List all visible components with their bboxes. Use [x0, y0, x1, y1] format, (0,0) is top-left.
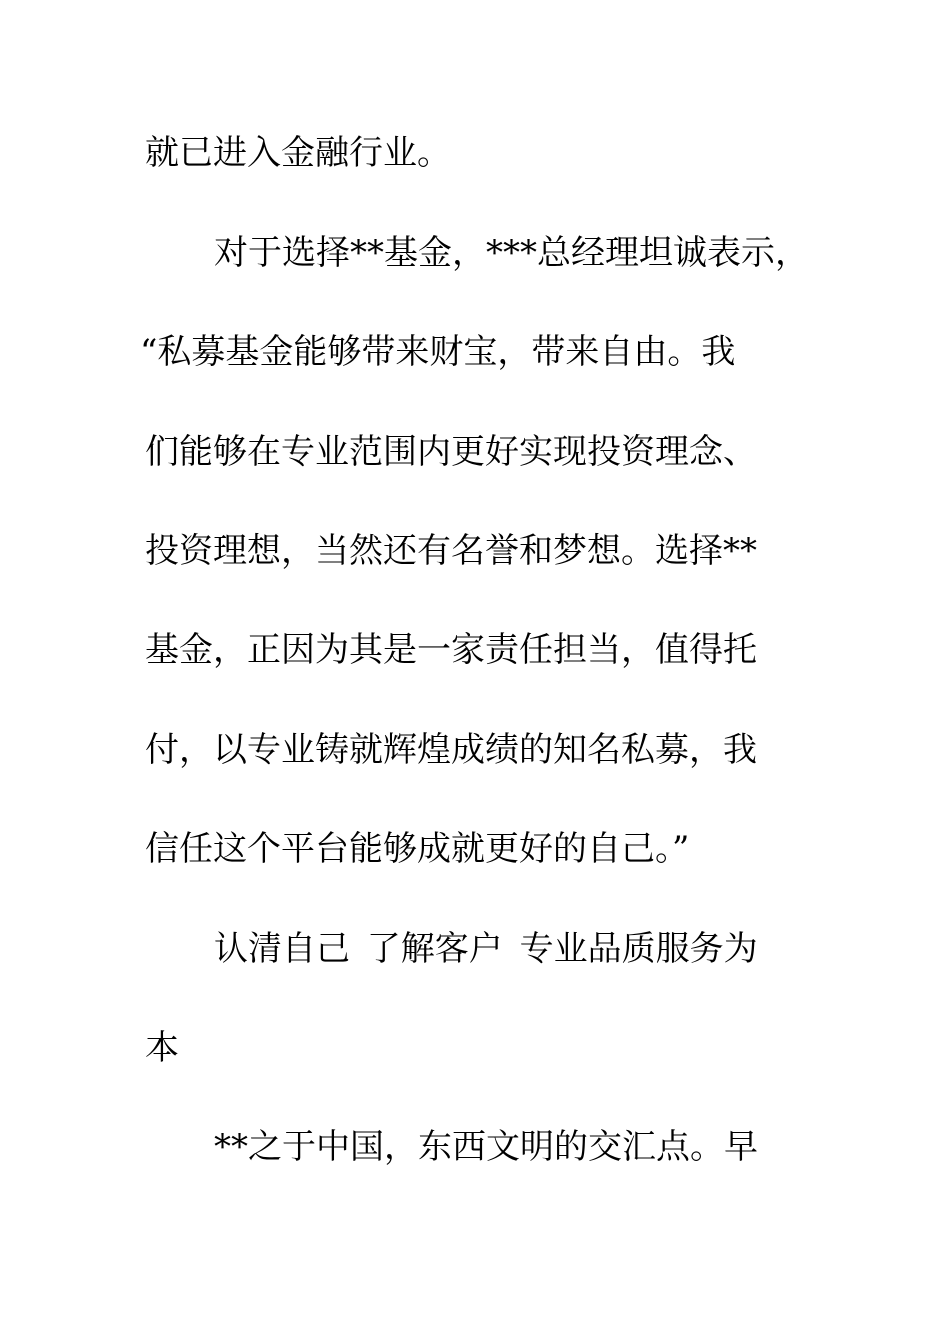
- paragraph-line: 投资理想，当然还有名誉和梦想。选择**: [145, 531, 757, 571]
- paragraph-line: “私募基金能够带来财宝，带来自由。我: [140, 332, 736, 372]
- paragraph-line: 付，以专业铸就辉煌成绩的知名私募，我: [145, 730, 757, 770]
- paragraph-line: **之于中国，东西文明的交汇点。早: [214, 1127, 758, 1167]
- paragraph-line: 基金，正因为其是一家责任担当，值得托: [145, 630, 757, 670]
- paragraph-line: 们能够在专业范围内更好实现投资理念、: [145, 432, 757, 472]
- section-heading-line: 本: [145, 1028, 179, 1068]
- paragraph-line: 就已进入金融行业。: [145, 133, 451, 173]
- paragraph-line: 信任这个平台能够成就更好的自己。”: [145, 829, 690, 869]
- paragraph-line: 对于选择**基金，***总经理坦诚表示，: [214, 233, 809, 273]
- section-heading-line: 认清自己 了解客户 专业品质服务为: [214, 929, 758, 969]
